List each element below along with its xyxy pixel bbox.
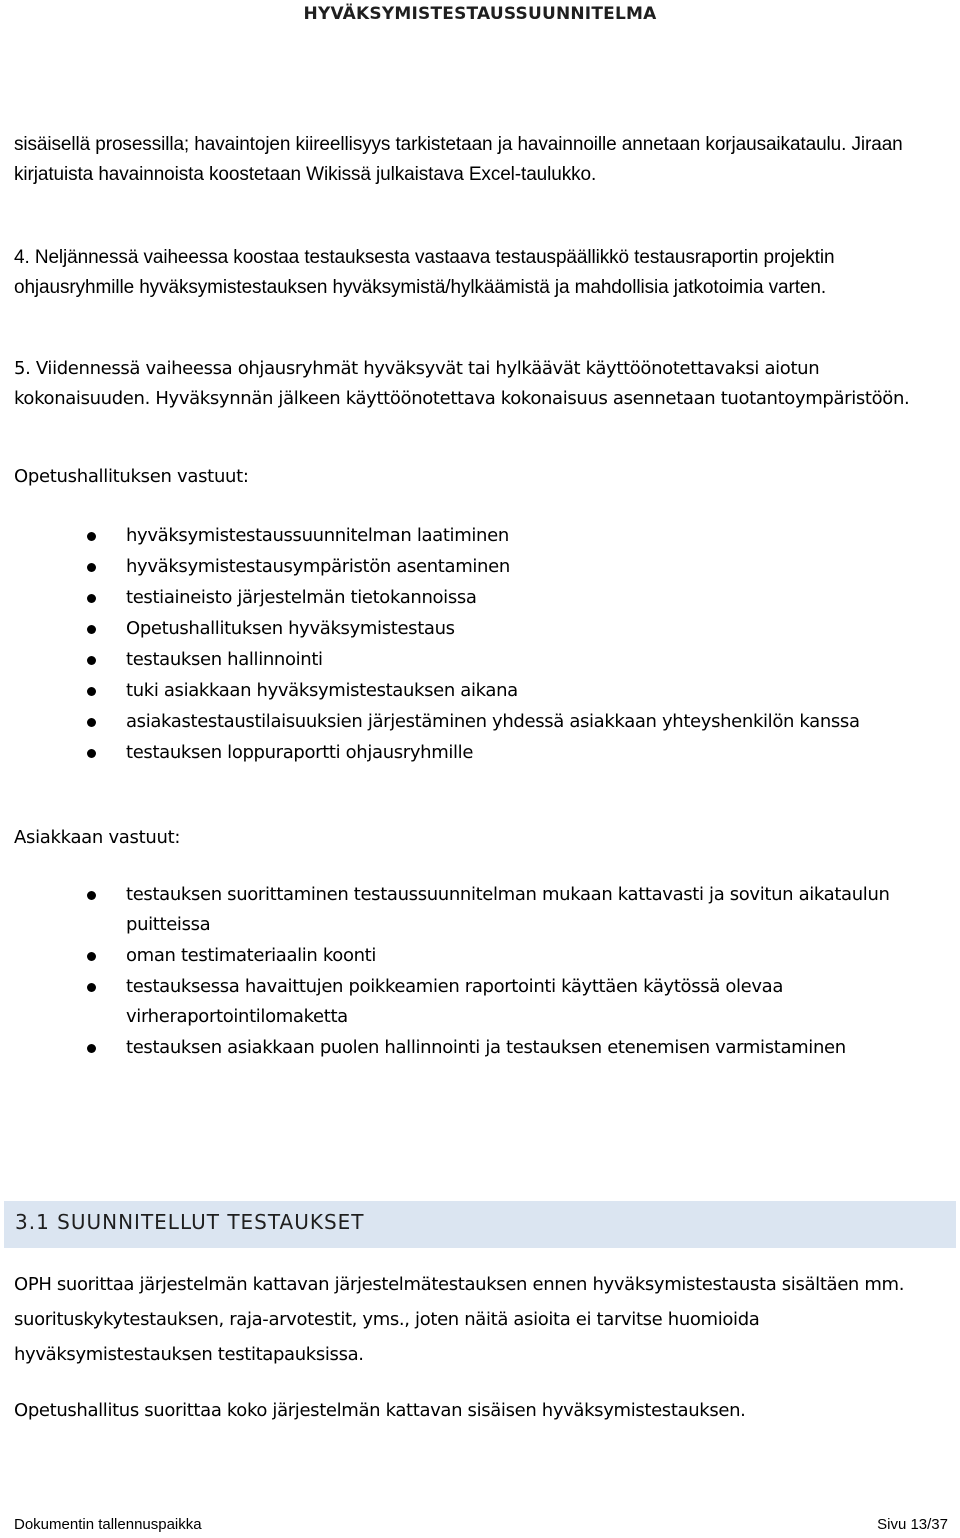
list-item: [0, 941, 950, 971]
page-header-title: HYVÄKSYMISTESTAUSSUUNNITELMA: [303, 4, 657, 24]
page-footer: [14, 1516, 948, 1533]
footer-location: Dokumentin tallennuspaikka: [14, 1516, 202, 1533]
section-title: 3.1 SUUNNITELLUT TESTAUKSET: [15, 1210, 365, 1234]
list-item: [0, 583, 950, 613]
intro-paragraph: sisäisellä prosessilla; havaintojen kiireellisyys tarkistetaan ja havainnoille annetaan korjausaikataulu. Jiraan kirjatuista havainnoista koostetaan Wikissä julkaistava Excel-taulukko.: [14, 134, 903, 185]
bullet-icon: [87, 1044, 96, 1053]
page-number: Sivu 13/37: [877, 1516, 948, 1533]
list-item: [0, 1033, 950, 1063]
list-item: [0, 880, 950, 940]
list-item: [0, 707, 950, 737]
list-item-text: asiakastestaustilaisuuksien järjestäminen yhdessä asiakkaan yhteyshenkilön kanssa: [126, 711, 860, 732]
bullet-icon: [87, 687, 96, 696]
list-item-text: testauksessa havaittujen poikkeamien raportointi käyttäen käytössä olevaa virheraportointilomaketta: [126, 976, 784, 1027]
list-item: [0, 972, 950, 1032]
list-item-text: oman testimateriaalin koonti: [126, 945, 377, 966]
bullet-icon: [87, 656, 96, 665]
bullet-icon: [87, 563, 96, 572]
list-item-text: tuki asiakkaan hyväksymistestauksen aikana: [126, 680, 518, 701]
list-item: [0, 738, 950, 768]
oph-responsibilities-list: [0, 521, 950, 769]
bullet-icon: [87, 891, 96, 900]
customer-responsibilities-heading: Asiakkaan vastuut:: [14, 827, 181, 848]
bullet-icon: [87, 952, 96, 961]
list-item: [0, 676, 950, 706]
step-4-paragraph: 4. Neljännessä vaiheessa koostaa testauksesta vastaava testauspäällikkö testausraportin projektin ohjausryhmille hyväksymistestauksen hyväksymistä/hylkäämistä ja mahdollisia jatkotoimia varten.: [14, 247, 835, 298]
bullet-icon: [87, 983, 96, 992]
bullet-icon: [87, 625, 96, 634]
section-paragraph: Opetushallitus suorittaa koko järjestelmän kattavan sisäisen hyväksymistestauksen.: [14, 1400, 746, 1421]
customer-responsibilities-list: [0, 880, 950, 1064]
section-paragraph: OPH suorittaa järjestelmän kattavan järjestelmätestauksen ennen hyväksymistestausta sisältäen mm. suorituskykytestauksen, raja-arvotestit, yms., joten näitä asioita ei tarvitse huomioida hyväksymistestauksen testitapauksissa.: [14, 1274, 905, 1365]
list-item: [0, 521, 950, 551]
oph-responsibilities-heading: Opetushallituksen vastuut:: [14, 466, 249, 487]
list-item-text: testiaineisto järjestelmän tietokannoissa: [126, 587, 477, 608]
section-heading-bar: [4, 1201, 956, 1248]
list-item-text: testauksen suorittaminen testaussuunnitelman mukaan kattavasti ja sovitun aikataulun puitteissa: [126, 884, 890, 935]
list-item-text: hyväksymistestausympäristön asentaminen: [126, 556, 510, 577]
bullet-icon: [87, 594, 96, 603]
list-item-text: Opetushallituksen hyväksymistestaus: [126, 618, 455, 639]
step-5-paragraph: 5. Viidennessä vaiheessa ohjausryhmät hyväksyvät tai hylkäävät käyttöönotettavaksi aiotun kokonaisuuden. Hyväksynnän jälkeen käyttöönotettava kokonaisuus asennetaan tuotantoympäristöön.: [14, 358, 910, 409]
list-item: [0, 614, 950, 644]
list-item-text: hyväksymistestaussuunnitelman laatiminen: [126, 525, 509, 546]
list-item-text: testauksen loppuraportti ohjausryhmille: [126, 742, 474, 763]
bullet-icon: [87, 749, 96, 758]
bullet-icon: [87, 718, 96, 727]
list-item-text: testauksen hallinnointi: [126, 649, 323, 670]
list-item: [0, 645, 950, 675]
list-item-text: testauksen asiakkaan puolen hallinnointi ja testauksen etenemisen varmistaminen: [126, 1037, 846, 1058]
list-item: [0, 552, 950, 582]
bullet-icon: [87, 532, 96, 541]
